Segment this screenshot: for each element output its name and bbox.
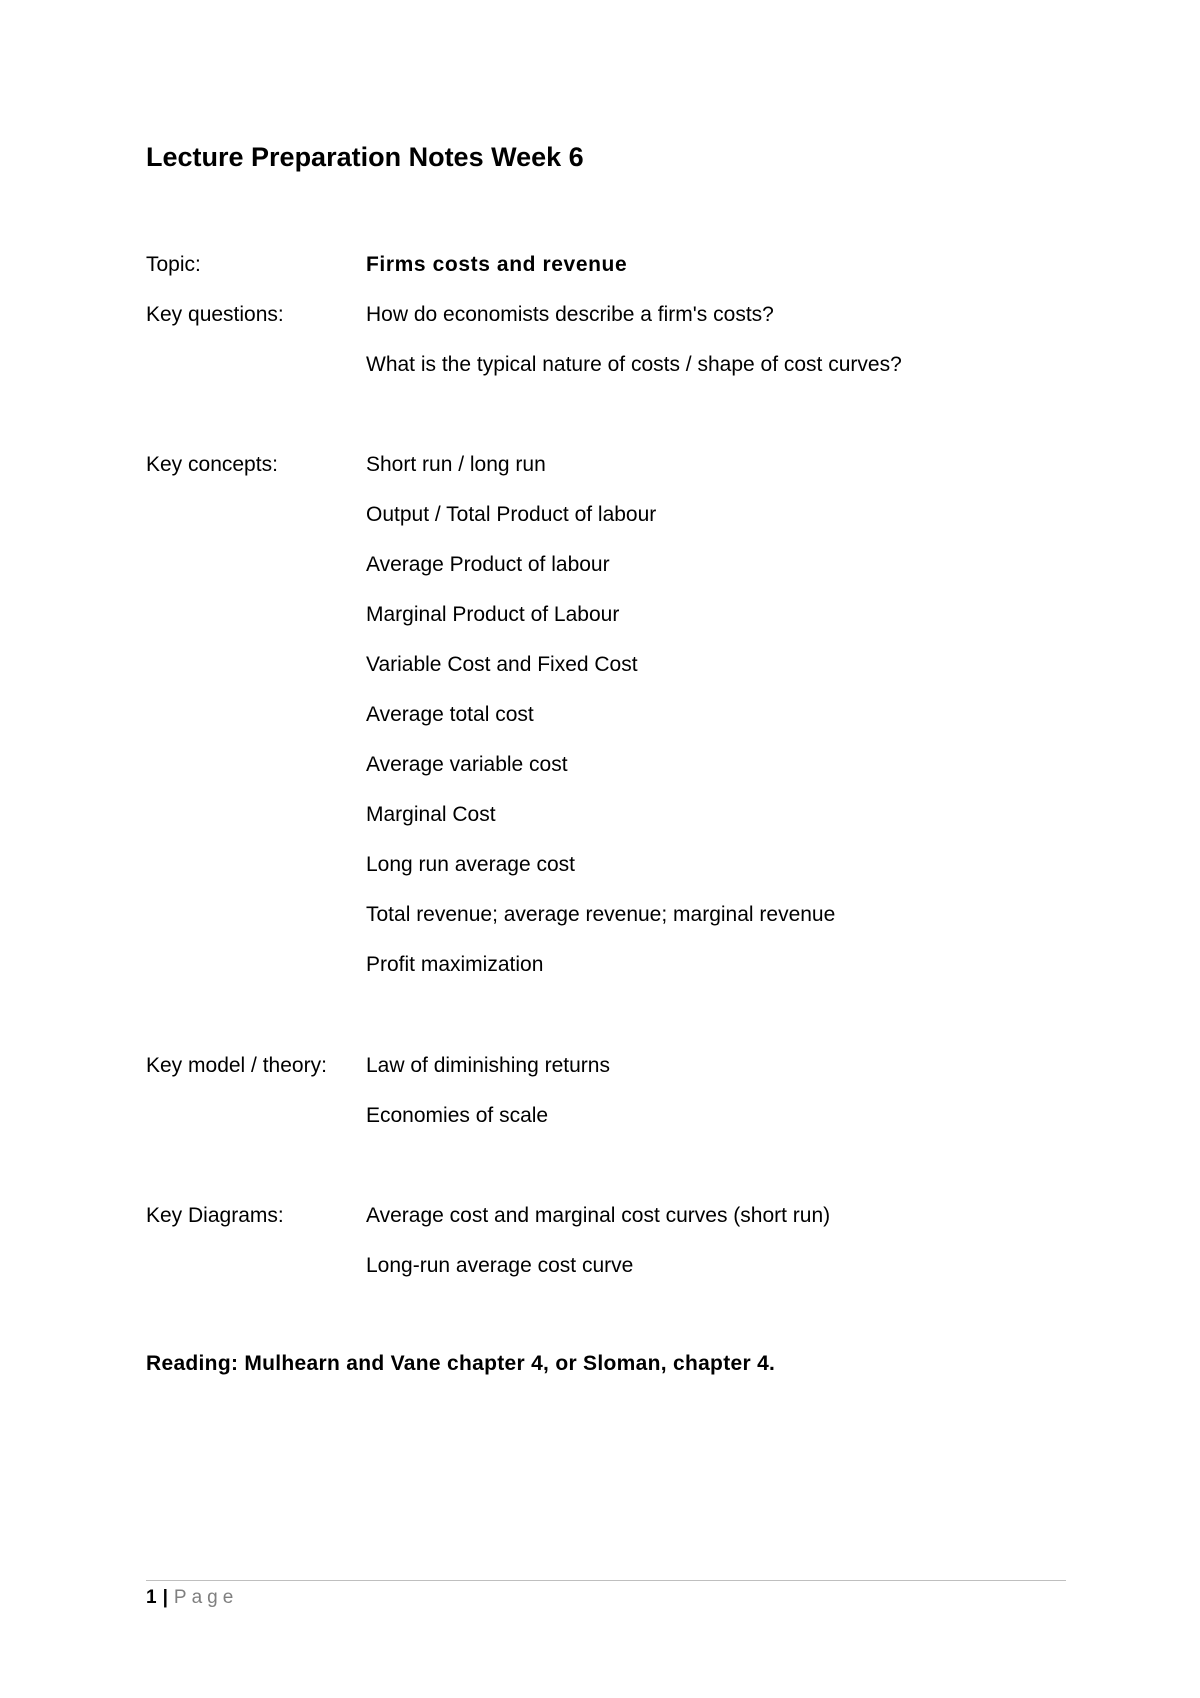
footer-separator: | bbox=[162, 1587, 168, 1608]
key-model-item: Law of diminishing returns bbox=[366, 1054, 610, 1077]
key-questions-label: Key questions: bbox=[146, 303, 284, 326]
page-title: Lecture Preparation Notes Week 6 bbox=[146, 142, 584, 172]
key-question-item: What is the typical nature of costs / shape of cost curves? bbox=[366, 353, 902, 376]
footer-divider bbox=[146, 1580, 1066, 1581]
topic-label: Topic: bbox=[146, 253, 201, 276]
key-diagram-item: Average cost and marginal cost curves (short run) bbox=[366, 1204, 831, 1227]
topic-value: Firms costs and revenue bbox=[366, 253, 628, 276]
page-word: Page bbox=[173, 1587, 239, 1608]
key-concept-item: Average variable cost bbox=[366, 753, 568, 776]
key-model-item: Economies of scale bbox=[366, 1104, 549, 1127]
key-concept-item: Average total cost bbox=[366, 703, 534, 726]
page-number: 1 bbox=[146, 1587, 157, 1608]
key-diagram-item: Long-run average cost curve bbox=[366, 1254, 634, 1277]
key-concept-item: Average Product of labour bbox=[366, 553, 610, 576]
key-diagrams-label: Key Diagrams: bbox=[146, 1204, 284, 1227]
key-concept-item: Marginal Cost bbox=[366, 803, 496, 826]
reading-note: Reading: Mulhearn and Vane chapter 4, or Sloman, chapter 4. bbox=[146, 1352, 776, 1375]
key-concept-item: Variable Cost and Fixed Cost bbox=[366, 653, 638, 676]
page-footer bbox=[146, 1587, 238, 1609]
key-concept-item: Total revenue; average revenue; marginal revenue bbox=[366, 903, 836, 926]
key-concept-item: Short run / long run bbox=[366, 453, 546, 476]
key-concepts-label: Key concepts: bbox=[146, 453, 278, 476]
key-question-item: How do economists describe a firm's costs? bbox=[366, 303, 774, 326]
key-concept-item: Marginal Product of Labour bbox=[366, 603, 620, 626]
key-concept-item: Output / Total Product of labour bbox=[366, 503, 657, 526]
key-concept-item: Long run average cost bbox=[366, 853, 575, 876]
key-concept-item: Profit maximization bbox=[366, 953, 544, 976]
key-model-label: Key model / theory: bbox=[146, 1054, 327, 1077]
